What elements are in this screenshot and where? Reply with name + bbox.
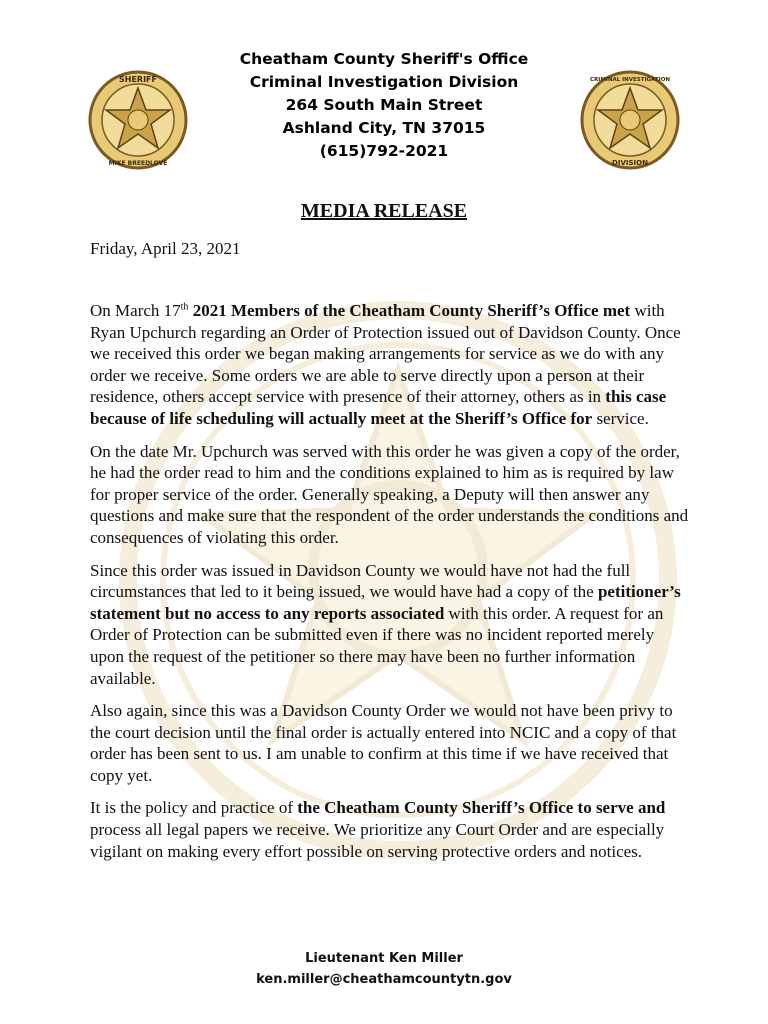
phone-number: (615)792-2021 xyxy=(319,142,449,160)
release-date: Friday, April 23, 2021 xyxy=(90,239,241,258)
street-address: 264 South Main Street xyxy=(285,96,483,114)
svg-text:CRIMINAL INVESTIGATION: CRIMINAL INVESTIGATION xyxy=(590,77,670,83)
paragraph-5: It is the policy and practice of the Cheatham County Sheriff’s Office to serve and process all legal papers we receive. We prioritize any Court Order and are especially vigilant on making every effort possible on serving protective orders and notices. xyxy=(90,798,666,861)
city-address: Ashland City, TN 37015 xyxy=(282,119,486,137)
letterhead xyxy=(0,48,768,163)
division-name: Criminal Investigation Division xyxy=(249,73,519,91)
page-title: MEDIA RELEASE xyxy=(300,200,468,222)
signature-email[interactable]: ken.miller@cheathamcountytn.gov xyxy=(256,972,512,987)
office-name: Cheatham County Sheriff's Office xyxy=(239,50,529,68)
paragraph-1: On March 17th 2021 Members of the Cheatham County Sheriff’s Office met with Ryan Upchurch regarding an Order of Protection issued out of Davidson County. Once we received this order we began making arrangements for service as we do with any order we receive. Some orders we are able to serve directly upon a person at their residence, others accept service with presence of their attorney, others as in this case because of life scheduling will actually meet at the Sheriff’s Office for service. xyxy=(90,301,681,428)
paragraph-2: On the date Mr. Upchurch was served with this order he was given a copy of the order, he had the order read to him and the conditions explained to him as is required by law for proper service of the order. Generally speaking, a Deputy will then answer any questions and make sure that the respondent of the order understands the conditions and consequences of violating this order. xyxy=(90,441,689,547)
signature-name: Lieutenant Ken Miller xyxy=(305,951,463,966)
paragraph-4: Also again, since this was a Davidson County Order we would not have been privy to the court decision until the final order is actually entered into NCIC and a copy of that order has been sent to us. I am unable to confirm at this time if we have received that copy yet. xyxy=(90,701,677,785)
svg-text:SHERIFF: SHERIFF xyxy=(119,75,157,84)
paragraph-3: Since this order was issued in Davidson County we would have not had the full circumstances that led to it being issued, we would have had a copy of the petitioner’s statement but no access to any reports associated with this order. A request for an Order of Protection can be submitted even if there was no incident reported merely upon the request of the petitioner so there may have been no further information available. xyxy=(90,560,681,688)
svg-text:DIVISION: DIVISION xyxy=(612,159,648,167)
signature-block xyxy=(0,948,768,990)
svg-text:MIKE BREEDLOVE: MIKE BREEDLOVE xyxy=(108,160,168,167)
release-body xyxy=(90,300,690,873)
